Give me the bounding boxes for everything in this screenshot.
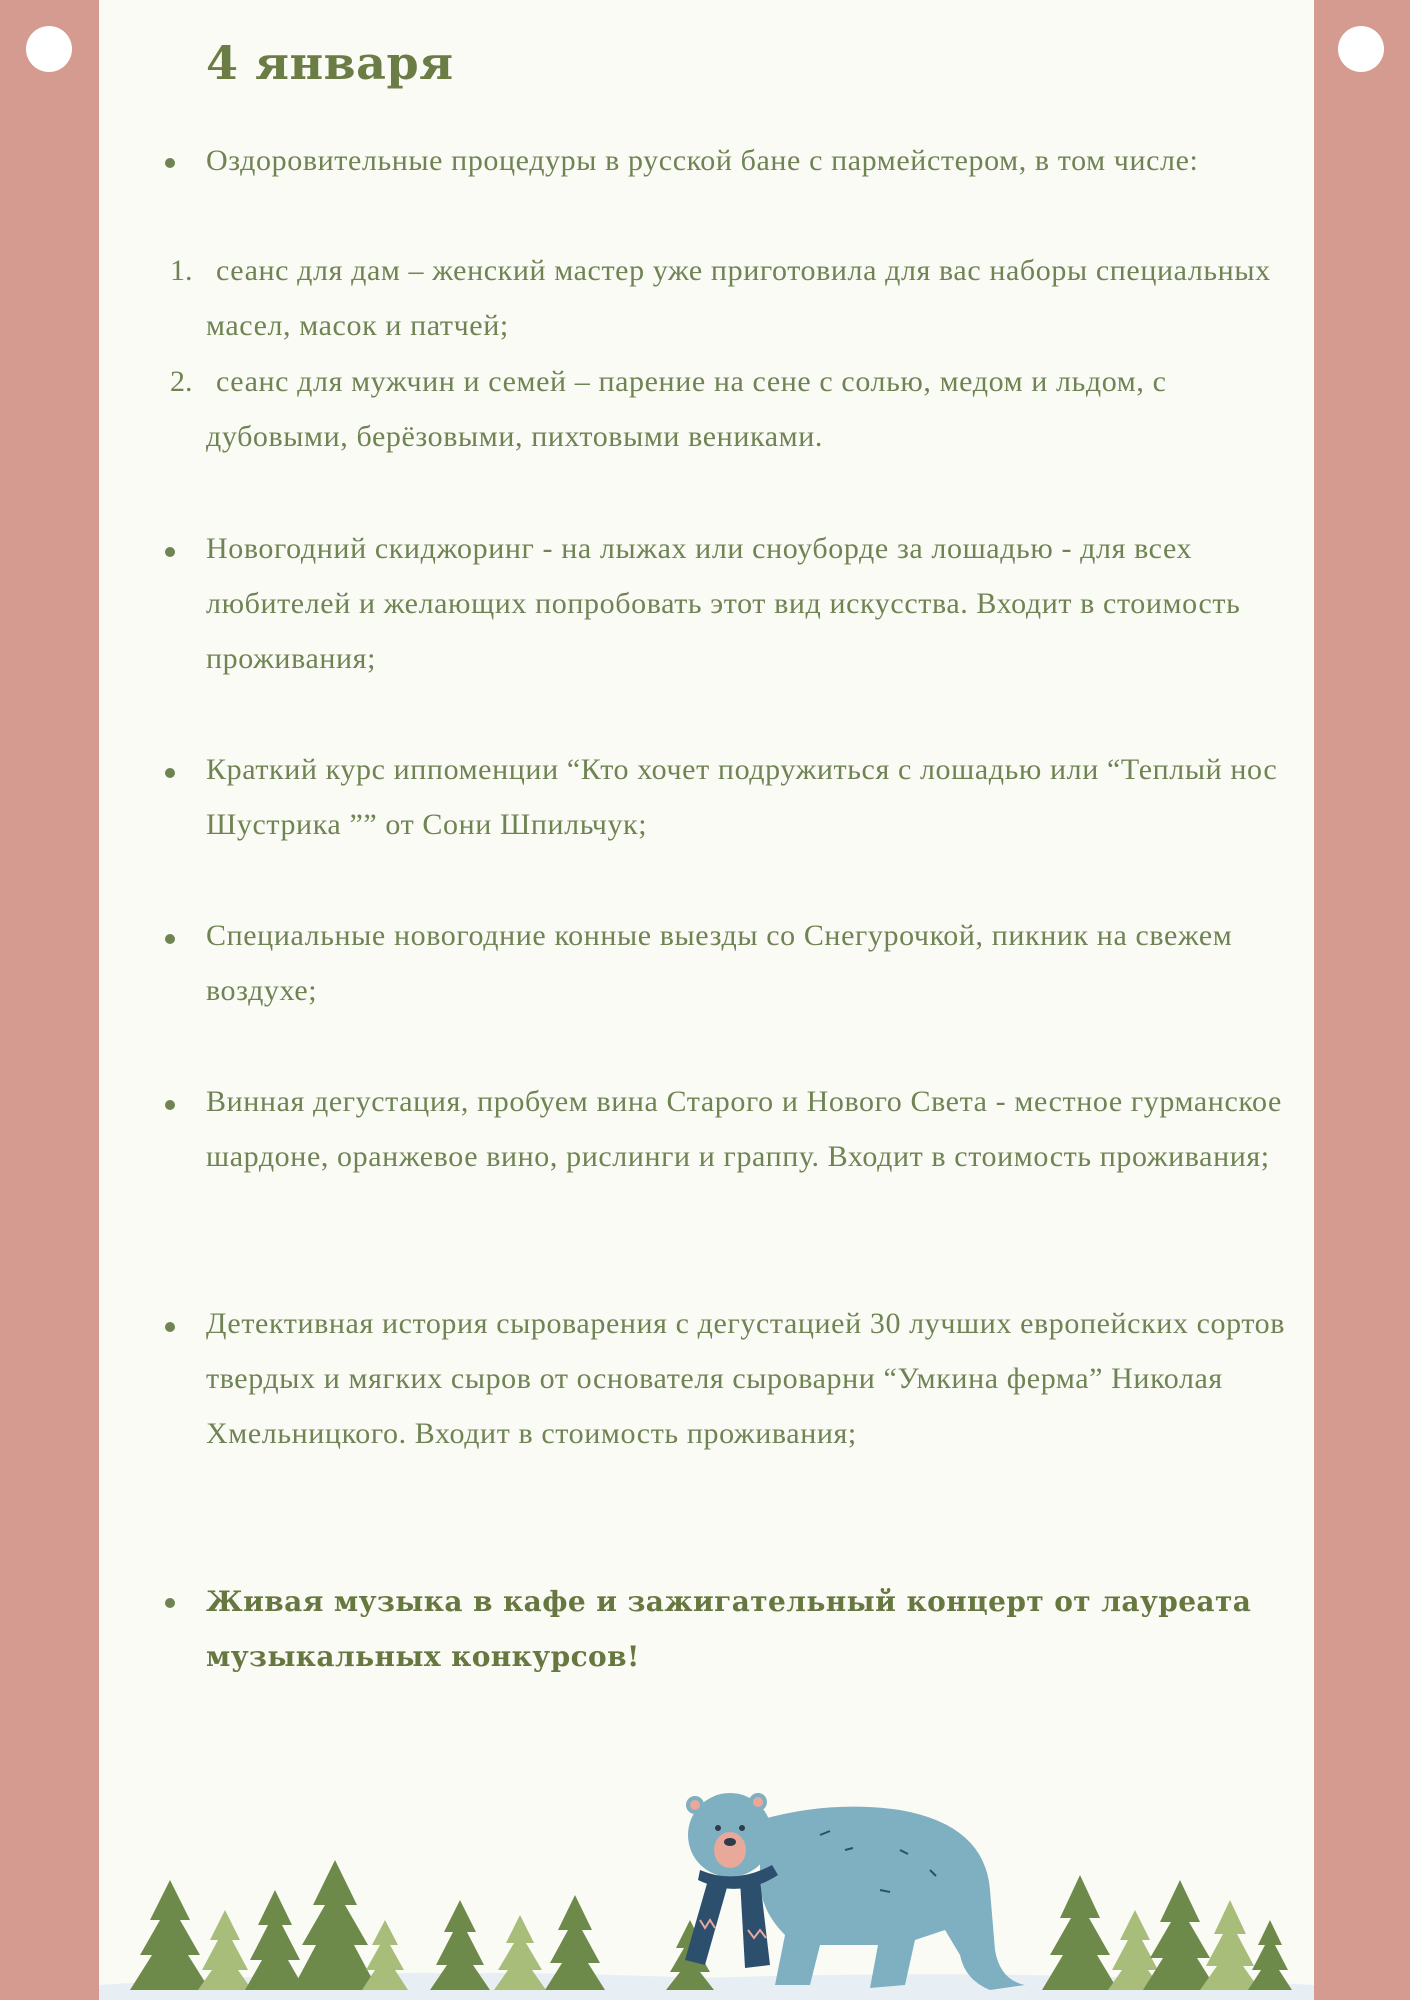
list-item-highlight: Живая музыка в кафе и зажигательный концерт от лауреата музыкальных конкурсов!: [206, 1585, 1252, 1673]
fir-tree-icon: [545, 1895, 605, 1990]
bullet-dot: [165, 1322, 175, 1332]
page-title: 4 января: [206, 36, 454, 90]
fir-tree-icon: [1042, 1875, 1118, 1990]
bullet-dot: [165, 547, 175, 557]
fir-tree-icon: [245, 1890, 305, 1990]
fir-tree-icon: [362, 1920, 408, 1990]
bullet-dot: [165, 1100, 175, 1110]
list-item: Краткий курс иппоменции “Кто хочет подружиться с лошадью или “Теплый нос Шустрика ”” от Сони Шпильчук;: [206, 753, 1278, 841]
bullet-dot: [165, 158, 175, 168]
bullet-dot: [165, 768, 175, 778]
polar-bear-icon: [685, 1793, 1025, 1990]
list-item: Специальные новогодние конные выезды со Снегурочкой, пикник на свежем воздухе;: [206, 919, 1233, 1007]
bullet-dot: [165, 934, 175, 944]
fir-tree-icon: [1200, 1900, 1260, 1990]
bullet-dot: [165, 1598, 175, 1608]
punch-hole-left: [26, 26, 72, 72]
fir-tree-icon: [130, 1880, 210, 1990]
numbered-item-2: сеанс для мужчин и семей – парение на сене с солью, медом и льдом, с дубовыми, берёзовыми, пихтовыми вениками.: [206, 365, 1167, 453]
fir-tree-icon: [1143, 1880, 1217, 1990]
list-item: Детективная история сыроварения с дегустацией 30 лучших европейских сортов твердых и мягких сыров от основателя сыроварни “Умкина ферма” Николая Хмельницкого. Входит в стоимость проживания;: [206, 1307, 1286, 1450]
list-item: Винная дегустация, пробуем вина Старого и Нового Света - местное гурманское шардоне, оранжевое вино, рислинги и граппу. Входит в стоимость проживания;: [206, 1085, 1282, 1173]
list-item-intro: Оздоровительные процедуры в русской бане с пармейстером, в том числе:: [206, 144, 1199, 177]
list-number: 1.: [170, 254, 193, 287]
list-item: Новогодний скиджоринг - на лыжах или сноуборде за лошадью - для всех любителей и желающих попробовать этот вид искусства. Входит в стоимость проживания;: [206, 532, 1241, 675]
winter-illustration: [0, 1780, 1410, 2000]
list-number: 2.: [170, 365, 193, 398]
numbered-item-1: сеанс для дам – женский мастер уже приготовила для вас наборы специальных масел, масок и патчей;: [206, 254, 1271, 342]
fir-tree-icon: [1248, 1920, 1292, 1990]
fir-tree-icon: [292, 1860, 378, 1990]
punch-hole-right: [1338, 26, 1384, 72]
